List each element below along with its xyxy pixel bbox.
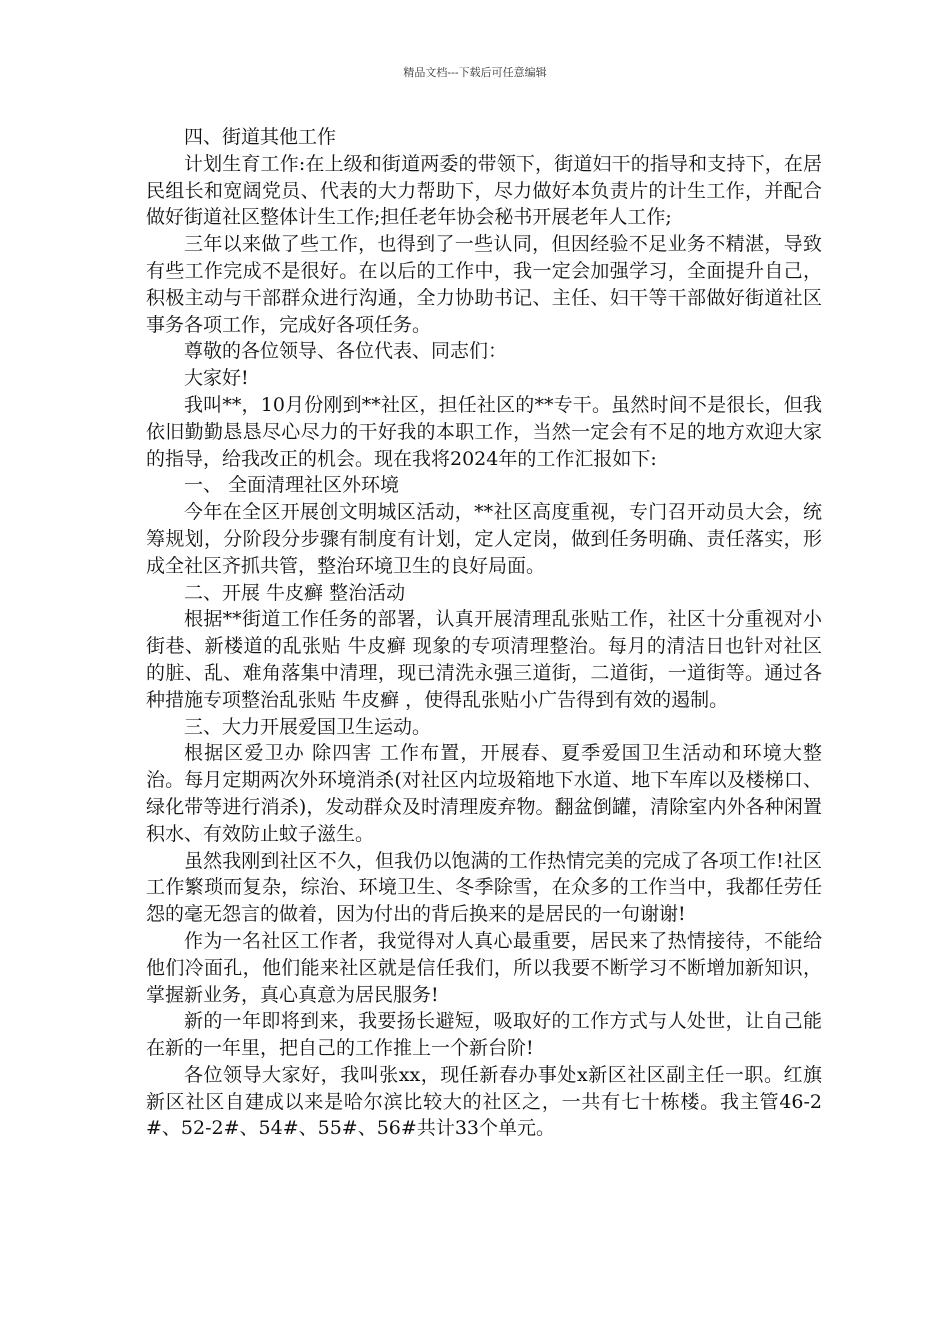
greeting: 大家好!: [184, 367, 249, 390]
page-header: 精品文档---下载后可任意编辑: [403, 66, 547, 79]
paragraph-hygiene: 根据区爱卫办 除四害 工作布置，开展春、夏季爱国卫生活动和环境大整治。每月定期两次外环境消杀(对社区内垃圾箱地下水道、地下车库以及楼梯口、绿化带等进行消杀)，发动群众及时清理废弃物。翻盆倒罐，清除室内外各种闲置积水、有效防止蚊子滋生。: [146, 742, 822, 845]
paragraph-three-years: 三年以来做了些工作，也得到了一些认同，但因经验不足业务不精湛，导致有些工作完成不是很好。在以后的工作中，我一定会加强学习，全面提升自己，积极主动与干部群众进行沟通，全力协助书记、主任、妇干等干部做好街道社区事务各项工作，完成好各项任务。: [146, 233, 822, 336]
paragraph-family-planning: 计划生育工作:在上级和街道两委的带领下，街道妇干的指导和支持下，在居民组长和宽阔党员、代表的大力帮助下，尽力做好本负责片的计生工作，并配合做好街道社区整体计生工作;担任老年协会秘书开展老年人工作;: [146, 152, 822, 229]
paragraph-civilized-city: 今年在全区开展创文明城区活动，**社区高度重视，专门召开动员大会，统筹规划，分阶段分步骤有制度有计划，定人定岗，做到任务明确、责任落实，形成全社区齐抓共管，整治环境卫生的良好局面。: [146, 501, 822, 577]
paragraph-ads-cleanup: 根据**街道工作任务的部署，认真开展清理乱张贴工作，社区十分重视对小街巷、新楼道的乱张贴 牛皮癣 现象的专项清理整治。每月的清洁日也针对社区的脏、乱、难角落集中清理，现已清洗永强三道街，二道街，一道街等。通过各种措施专项整治乱张贴 牛皮癣 ，使得乱张贴小广告得到有效的遏制。: [146, 608, 822, 711]
section-heading-ads-cleanup: 二、开展 牛皮癣 整治活动: [184, 581, 406, 604]
paragraph-achievements: 虽然我刚到社区不久，但我仍以饱满的工作热情完美的完成了各项工作!社区工作繁琐而复杂，综治、环境卫生、冬季除雪，在众多的工作当中，我都任劳任怨的毫无怨言的做着，因为付出的背后换来的是居民的一句谢谢!: [146, 849, 822, 926]
salutation: 尊敬的各位领导、各位代表、同志们：: [184, 340, 508, 363]
paragraph-sincerity: 作为一名社区工作者，我觉得对人真心最重要，居民来了热情接待，不能给他们冷面孔，他们能来社区就是信任我们，所以我要不断学习不断增加新知识，掌握新业务，真心真意为居民服务!: [146, 929, 822, 1006]
paragraph-new-year: 新的一年即将到来，我要扬长避短，吸取好的工作方式与人处世，让自己能在新的一年里，把自己的工作推上一个新台阶!: [146, 1010, 822, 1060]
document-body: [146, 124, 822, 1142]
paragraph-self-intro: 我叫**，10月份刚到**社区，担任社区的**专干。虽然时间不是很长，但我依旧勤勤恳恳尽心尽力的干好我的本职工作，当然一定会有不足的地方欢迎大家的指导，给我改正的机会。现在我将2024年的工作汇报如下:: [146, 393, 822, 470]
section-heading-hygiene: 三、大力开展爱国卫生运动。: [184, 715, 432, 738]
paragraph-second-intro: 各位领导大家好，我叫张xx，现任新春办事处x新区社区副主任一职。红旗新区社区自建成以来是哈尔滨比较大的社区之，一共有七十栋楼。我主管46-2#、52-2#、54#、55#、56#共计33个单元。: [146, 1063, 822, 1140]
section-heading-other-work: 四、街道其他工作: [184, 126, 337, 148]
section-heading-environment: 一、 全面清理社区外环境: [184, 474, 400, 497]
